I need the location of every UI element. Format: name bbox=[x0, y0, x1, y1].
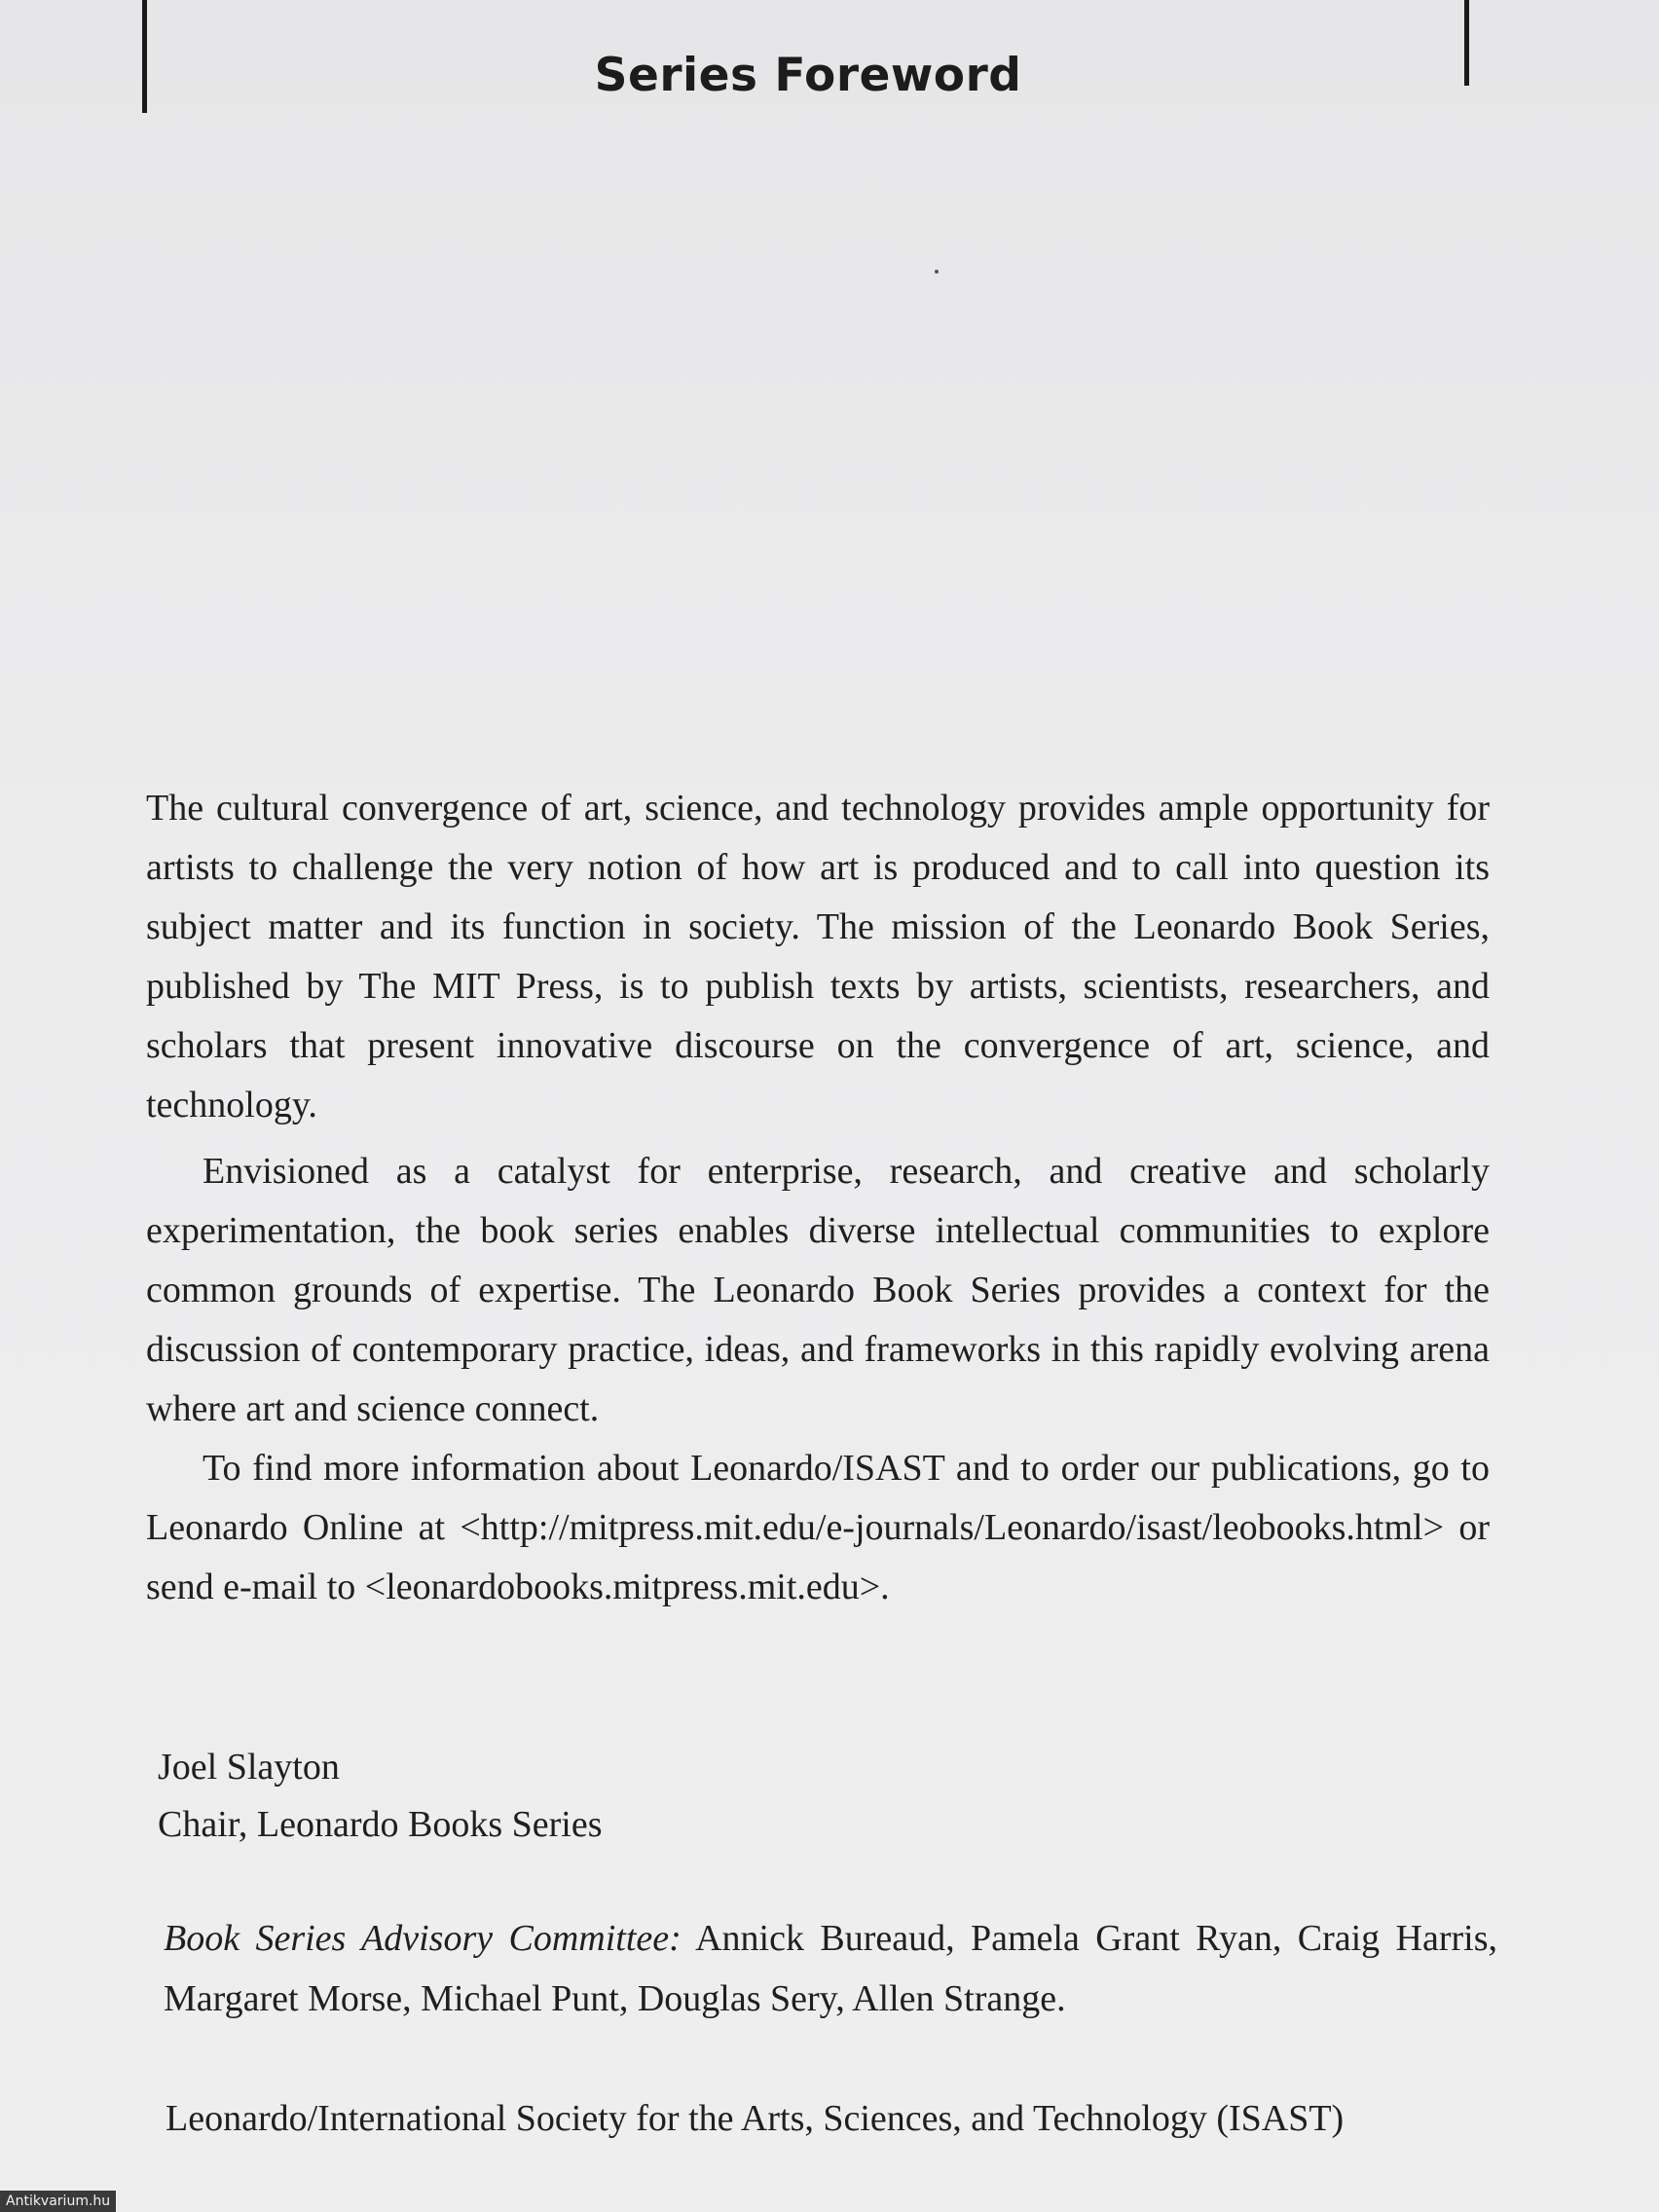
body-paragraph-3 bbox=[146, 1439, 1490, 1617]
body-paragraph-1 bbox=[146, 779, 1490, 1135]
society-line: Leonardo/International Society for the Arts, Sciences, and Technology (ISAST) bbox=[166, 2098, 1345, 2139]
signature-role: Chair, Leonardo Books Series bbox=[158, 1804, 603, 1845]
page-speck bbox=[935, 270, 939, 274]
committee-label: Book Series Advisory Committee: bbox=[164, 1918, 682, 1959]
committee-members: Annick Bureaud, Pamela Grant Ryan, Craig Harris, Margaret Morse, Michael Punt, Douglas Sery, Allen Strange. bbox=[164, 1918, 1497, 2019]
watermark-label: Antikvarium.hu bbox=[0, 2191, 116, 2212]
signature-name: Joel Slayton bbox=[158, 1747, 340, 1788]
paragraph-3-text: To find more information about Leonardo/ISAST and to order our publications, go to Leonardo Online at <http://mitpress.mit.edu/e-journals/Leonardo/isast/leobooks.html> or send e-mail to <leonardobooks.mitpress.mit.edu>. bbox=[146, 1448, 1490, 1607]
advisory-committee bbox=[164, 1908, 1497, 2029]
paragraph-2-text: Envisioned as a catalyst for enterprise, research, and creative and scholarly experimentation, the book series enables diverse intellectual communities to explore common grounds of expertise. The Leonardo Book Series provides a context for the discussion of contemporary practice, ideas, and frameworks in this rapidly evolving arena where art and science connect. bbox=[146, 1151, 1490, 1429]
page-title: Series Foreword bbox=[594, 49, 1022, 102]
paragraph-1-text: The cultural convergence of art, science, and technology provides ample opportunity for artists to challenge the very notion of how art is produced and to call into question its subject matter and its function in society. The mission of the Leonardo Book Series, published by The MIT Press, is to publish texts by artists, scientists, researchers, and scholars that present innovative discourse on the convergence of art, science, and technology. bbox=[146, 788, 1490, 1125]
body-paragraph-2 bbox=[146, 1142, 1490, 1439]
signature-block bbox=[158, 1739, 603, 1854]
